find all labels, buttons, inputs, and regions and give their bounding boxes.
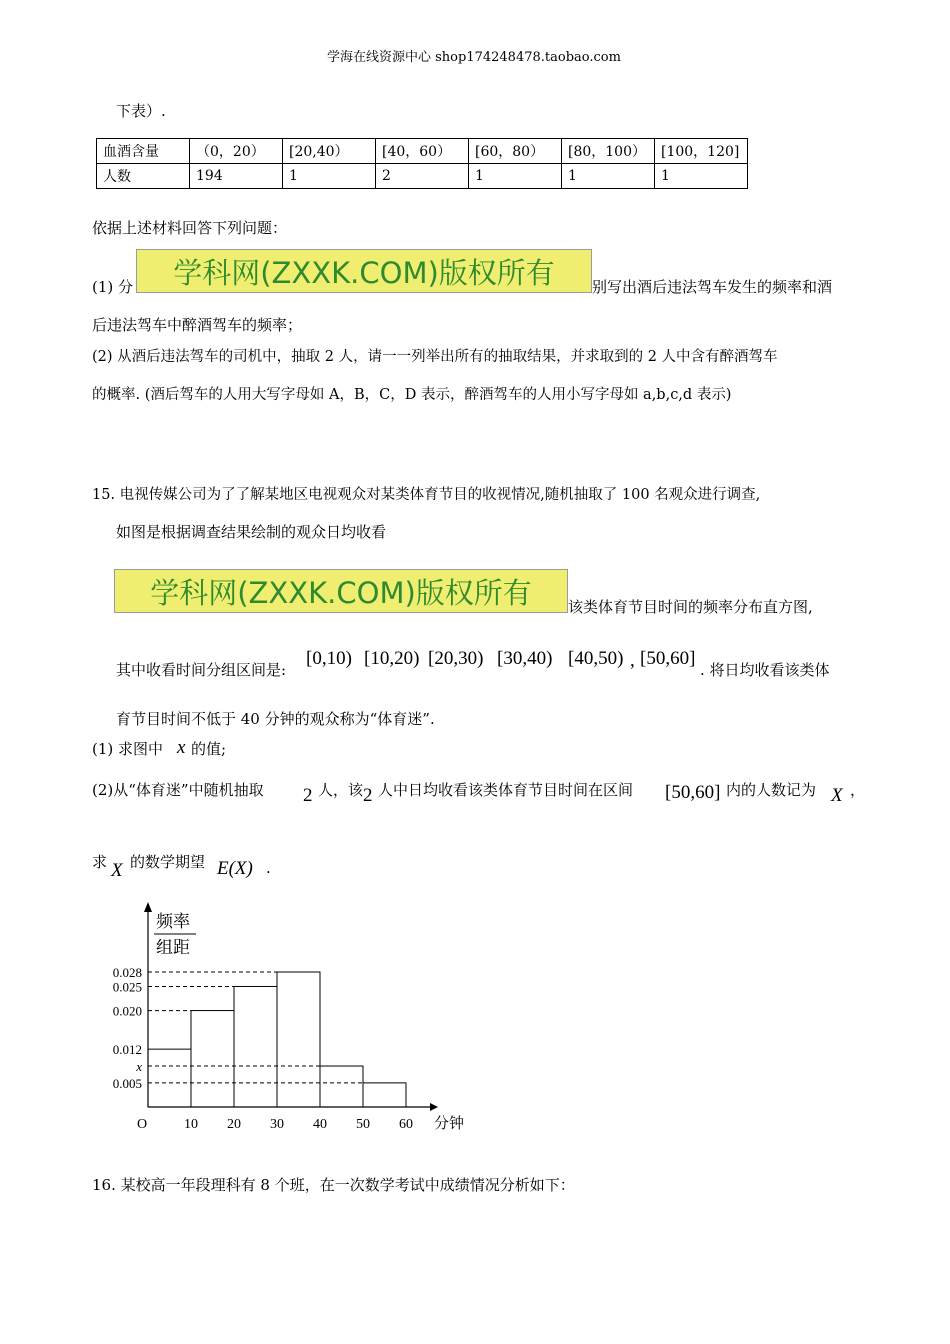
variable-x: x bbox=[177, 737, 186, 758]
watermark-banner: 学科网(ZXXK.COM)版权所有 bbox=[136, 249, 592, 293]
y-tick-label: 0.028 bbox=[112, 965, 142, 980]
q15-part1-a: (1) 求图中 bbox=[92, 740, 164, 758]
interval-5: [50,60] bbox=[640, 648, 696, 669]
y-axis-arrow bbox=[144, 902, 152, 912]
y-tick-label: 0.020 bbox=[112, 1003, 142, 1019]
q14-part2-line1: (2) 从酒后违法驾车的司机中，抽取 2 人，请一一列举出所有的抽取结果，并求取到的 2 人中含有醉酒驾车 bbox=[92, 349, 778, 365]
q15-part2-c: 人中日均收看该类体育节目时间在区间 bbox=[378, 781, 634, 799]
q15-line1: 15. 电视传媒公司为了了解某地区电视观众对某类体育节目的收视情况,随机抽取了 100 名观众进行调查, bbox=[92, 487, 761, 503]
q16-line: 16. 某校高一年段理科有 8 个班，在一次数学考试中成绩情况分析如下： bbox=[92, 1176, 575, 1194]
number-2: 2 bbox=[303, 785, 313, 806]
interval-1: [10,20) bbox=[364, 648, 420, 669]
histogram-bar bbox=[277, 972, 320, 1107]
expectation-expr: E(X) bbox=[217, 858, 253, 879]
table-cell: [20,40） bbox=[283, 139, 376, 164]
x-tick-label: 60 bbox=[399, 1117, 413, 1132]
histogram-bar bbox=[363, 1083, 406, 1107]
y-label-top: 频率 bbox=[156, 912, 190, 932]
histogram-bar bbox=[148, 1049, 191, 1107]
q14-part2-line2: 的概率. (酒后驾车的人用大写字母如 A，B，C，D 表示，醉酒驾车的人用小写字母如 a,b,c,d 表示) bbox=[92, 387, 732, 403]
table-cell: [60，80） bbox=[469, 139, 562, 164]
x-tick-label: 40 bbox=[313, 1117, 327, 1132]
q15-part2-b: 人，该 bbox=[318, 781, 364, 799]
table-cell: 194 bbox=[190, 164, 283, 189]
x-tick-label: 30 bbox=[270, 1117, 284, 1132]
q14-part1-end: 别写出酒后违法驾车发生的频率和酒 bbox=[592, 278, 833, 296]
q15-part3-b: 的数学期望 bbox=[130, 853, 206, 871]
y-tick-label: 0.012 bbox=[112, 1042, 142, 1058]
q15-line4-end: . 将日均收看该类体 bbox=[700, 661, 830, 679]
y-tick-label: x bbox=[136, 1059, 142, 1075]
intro-tail: 下表）. bbox=[116, 102, 166, 120]
q14-prompt: 依据上述材料回答下列问题： bbox=[92, 219, 288, 237]
q14-part1-line2: 后违法驾车中醉酒驾车的频率； bbox=[92, 316, 303, 334]
y-tick-label: 0.025 bbox=[112, 979, 142, 995]
table-cell: 1 bbox=[469, 164, 562, 189]
table-cell: [100，120] bbox=[655, 139, 748, 164]
table-cell: 血酒含量 bbox=[97, 139, 190, 164]
table-cell: [80，100） bbox=[562, 139, 655, 164]
table-cell: 2 bbox=[376, 164, 469, 189]
x-axis-label: 分钟 bbox=[434, 1114, 465, 1132]
variable-X: X bbox=[111, 860, 123, 881]
q15-part2-a: (2)从“体育迷”中随机抽取 bbox=[92, 781, 264, 799]
q15-part3-c: . bbox=[266, 859, 271, 877]
origin-label: O bbox=[136, 1117, 148, 1132]
table-cell: 1 bbox=[283, 164, 376, 189]
table-cell: [40，60） bbox=[376, 139, 469, 164]
histogram-bar bbox=[234, 986, 277, 1107]
table-cell: 1 bbox=[655, 164, 748, 189]
y-label-bottom: 组距 bbox=[156, 938, 190, 958]
table-cell: （0，20） bbox=[190, 139, 283, 164]
table-cell: 人数 bbox=[97, 164, 190, 189]
q15-line4-start: 其中收看时间分组区间是: bbox=[116, 661, 287, 679]
q15-part3-a: 求 bbox=[92, 853, 108, 871]
histogram-bar bbox=[320, 1066, 363, 1107]
variable-X: X bbox=[831, 785, 843, 806]
q15-part2-d: 内的人数记为 bbox=[726, 781, 817, 799]
q14-part1-start: (1) 分 bbox=[92, 278, 134, 296]
q15-line5: 育节目时间不低于 40 分钟的观众称为“体育迷”. bbox=[116, 710, 435, 728]
x-tick-label: 50 bbox=[356, 1117, 370, 1132]
q15-part1-b: 的值; bbox=[191, 740, 227, 758]
q15-line2: 如图是根据调查结果绘制的观众日均收看 bbox=[116, 523, 387, 541]
interval-3: [30,40) bbox=[497, 648, 553, 669]
q15-part2-e: ， bbox=[850, 781, 866, 799]
y-tick-label: 0.005 bbox=[112, 1075, 142, 1091]
x-axis-arrow bbox=[430, 1103, 438, 1111]
table-cell: 1 bbox=[562, 164, 655, 189]
number-2: 2 bbox=[363, 785, 373, 806]
x-tick-label: 10 bbox=[184, 1117, 198, 1132]
watermark-banner: 学科网(ZXXK.COM)版权所有 bbox=[114, 569, 568, 613]
interval-2: [20,30) bbox=[428, 648, 484, 669]
x-tick-label: 20 bbox=[227, 1117, 241, 1132]
q15-line3-end: 该类体育节目时间的频率分布直方图, bbox=[568, 598, 813, 616]
interval-0: [0,10) bbox=[306, 648, 352, 669]
page-header: 学海在线资源中心 shop174248478.taobao.com bbox=[327, 50, 621, 65]
interval-separator: , bbox=[630, 650, 635, 671]
interval-50-60: [50,60] bbox=[665, 782, 721, 803]
histogram-bar bbox=[191, 1011, 234, 1107]
interval-4: [40,50) bbox=[568, 648, 624, 669]
